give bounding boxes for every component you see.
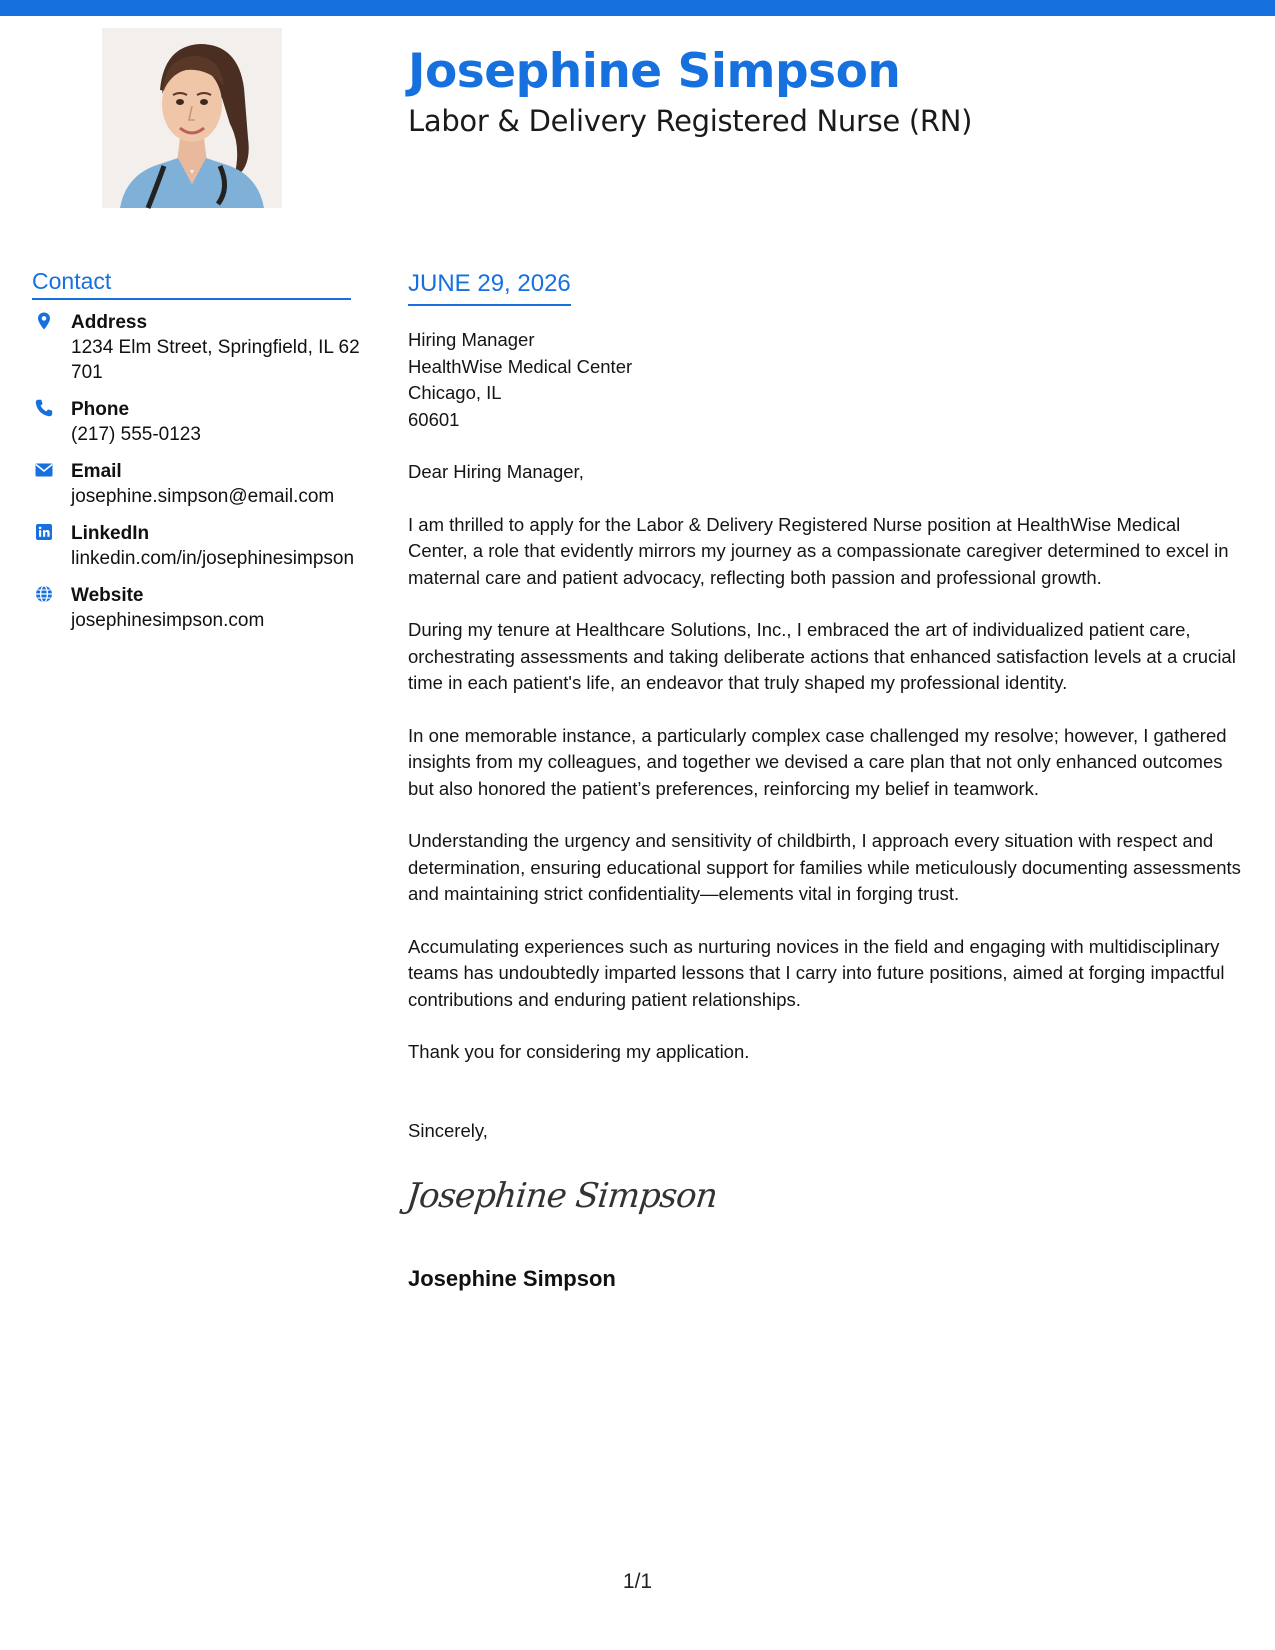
contact-list	[32, 310, 362, 645]
map-pin-icon	[34, 311, 54, 331]
contact-label: Email	[71, 461, 122, 482]
letter-paragraph: Understanding the urgency and sensitivity of childbirth, I approach every situation with respect and determination, ensuring educational support for families while meticulously documenting assessments and maintaining strict confidentiality—elements vital in forging trust.	[408, 830, 1241, 904]
top-accent-bar	[0, 0, 1275, 16]
job-title: Labor & Delivery Registered Nurse (RN)	[408, 104, 973, 138]
letter-paragraph: Accumulating experiences such as nurturing novices in the field and engaging with multidisciplinary teams has undoubtedly imparted lessons that I carry into future positions, aimed at forging impactful contributions and enduring patient relationships.	[408, 935, 1225, 1010]
signer-name: Josephine Simpson	[408, 1266, 616, 1291]
contact-label: LinkedIn	[71, 523, 150, 544]
linkedin-value: linkedin.com/in/josephinesimpson	[71, 548, 355, 569]
contact-label: Address	[71, 312, 148, 333]
applicant-name: Josephine Simpson	[408, 44, 901, 99]
contact-label: Website	[71, 585, 144, 606]
recipient-line: 60601	[408, 408, 460, 430]
website-value: josephinesimpson.com	[71, 610, 265, 631]
recipient-line: Chicago, IL	[408, 382, 502, 403]
address-value: 1234 Elm Street, Springfield, IL 62701	[71, 337, 360, 383]
letter-paragraph: In one memorable instance, a particularly complex case challenged my resolve; however, I gathered insights from my colleagues, and together we devised a care plan that not only enhanced outcomes but also honored the patient’s preferences, reinforcing my belief in teamwork.	[408, 724, 1227, 799]
email-value: josephine.simpson@email.com	[71, 486, 335, 507]
contact-item-address	[32, 310, 362, 385]
recipient-block	[408, 327, 1243, 433]
linkedin-icon	[34, 522, 54, 542]
contact-heading: Contact	[32, 268, 351, 300]
envelope-icon	[34, 460, 54, 480]
globe-icon	[34, 584, 54, 604]
letter-paragraph: I am thrilled to apply for the Labor & Delivery Registered Nurse position at HealthWise Medical Center, a role that evidently mirrors my journey as a compassionate caregiver determined to excel in maternal care and patient advocacy, reflecting both passion and professional growth.	[408, 513, 1229, 588]
contact-item-email	[32, 459, 362, 509]
letter-body	[408, 327, 1243, 1144]
thanks-line: Thank you for considering my application.	[408, 1041, 750, 1062]
contact-item-linkedin	[32, 521, 362, 571]
contact-item-phone	[32, 397, 362, 447]
contact-item-website	[32, 583, 362, 633]
recipient-line: HealthWise Medical Center	[408, 355, 633, 377]
phone-icon	[34, 398, 54, 418]
letter-paragraph: During my tenure at Healthcare Solutions, Inc., I embraced the art of individualized patient care, orchestrating assessments and taking deliberate actions that enhanced satisfaction levels at a crucial time in each patient's life, an endeavor that truly shaped my professional identity.	[408, 619, 1236, 693]
contact-label: Phone	[71, 399, 130, 420]
handwritten-signature: Josephine Simpson	[404, 1176, 719, 1216]
profile-photo	[102, 28, 282, 208]
letter-date: JUNE 29, 2026	[408, 270, 571, 306]
closing-line: Sincerely,	[408, 1119, 488, 1141]
phone-value: (217) 555-0123	[71, 424, 201, 445]
recipient-line: Hiring Manager	[408, 329, 535, 350]
greeting: Dear Hiring Manager,	[408, 461, 584, 482]
page-number: 1/1	[622, 1570, 653, 1593]
